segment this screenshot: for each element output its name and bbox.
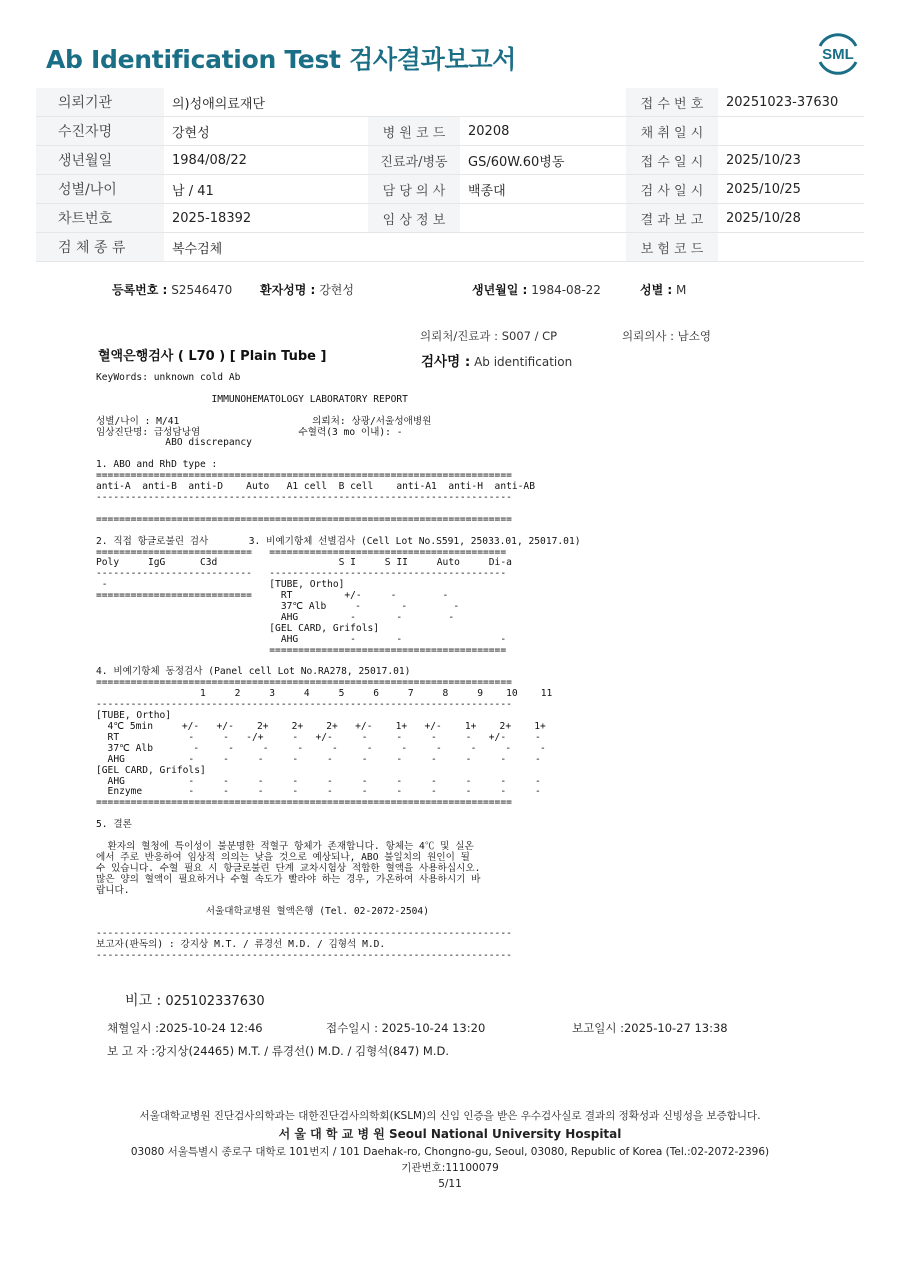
info-value: 남 / 41 [164, 175, 368, 204]
sml-logo [814, 30, 862, 76]
lab-report-text: KeyWords: unknown cold Ab IMMUNOHEMATOLOGY LABORATORY REPORT 성별/나이 : M/41 의뢰처: 상광/서울성애병원 임상진단명: 급성담낭염 수혈력(3 mo 이내): - ABO discrepancy 1. ABO and RhD type : ======================================================================== anti-A anti-B anti-D Auto A1 cell B cell anti-A1 anti-H anti-AB ------------------------------------------------------------------------ ======================================================================== 2. 직접 항글로불린 검사 3. 비예기항체 선별검사 (Cell Lot No.S591, 25033.01, 25017.01) =========================== ========================================= Poly IgG C3d S I S II Auto Di-a --------------------------- ----------------------------------------- - [TUBE, Ortho] =========================== RT +/- - - 37℃ Alb - - - AHG - - - [GEL CARD, Grifols] AHG - - - ========================================= 4. 비예기항체 동정검사 (Panel cell Lot No.RA278, 25017.01) ======================================================================== 1 2 3 4 5 6 7 8 9 10 11 ------------------------------------------------------------------------ [TUBE, Ortho] 4℃ 5min +/- +/- 2+ 2+ 2+ +/- 1+ +/- 1+ 2+ 1+ RT - - -/+ - +/- - - - - +/- - 37℃ Alb - - - - - - - - - - - AHG - - - - - - - - - - - [GEL CARD, Grifols] AHG - - - - - - - - - - - Enzyme - - - - - - - - - - - ======================================================================== 5. 결론 환자의 혈청에 특이성이 불분명한 적혈구 항체가 존재합니다. 항체는 4℃ 및 실온 에서 주로 반응하여 임상적 의의는 낮을 것으로 예상되나, ABO 불일치의 원인이 될 수 있습니다. 수혈 필요 시 항글로불린 단계 교차시험상 적합한 혈액을 사용하십시오. 많은 양의 혈액이 필요하거나 수혈 속도가 빨라야 하는 경우, 가온하여 사용하시기 바 랍니다. 서울대학교병원 혈액은행 (Tel. 02-2072-2504) ------------------------------------------------------------------------ 보고자(판독의) : 강지상 M.T. / 류경선 M.D. / 김형석 M.D. ------------------------------------------------------------------------ [96, 372, 581, 962]
reporter [107, 1043, 449, 1059]
info-label: 의뢰기관 [36, 88, 164, 117]
info-row [36, 146, 864, 175]
info-label: 임 상 정 보 [368, 204, 460, 233]
info-label: 생년월일 [36, 146, 164, 175]
reg-label: 등록번호 : [112, 283, 168, 297]
sex-label: 성별 : [640, 283, 673, 297]
info-value: 복수검체 [164, 233, 626, 262]
reporter-label: 보 고 자 : [107, 1044, 156, 1058]
request-doctor: 의뢰의사 : 남소영 [622, 329, 711, 343]
info-label: 검 체 종 류 [36, 233, 164, 262]
info-value: 20251023-37630 [718, 88, 864, 117]
name-label: 환자성명 : [260, 283, 316, 297]
info-value: 1984/08/22 [164, 146, 368, 175]
test-value: Ab identification [474, 355, 573, 369]
info-label: 차트번호 [36, 204, 164, 233]
sml-logo-text: SML [822, 46, 854, 63]
remarks-value: 025102337630 [165, 994, 265, 1009]
patient-name [260, 281, 354, 298]
sex-value: M [676, 283, 687, 297]
patient-info-table [36, 88, 864, 262]
info-value [460, 204, 626, 233]
remarks [125, 990, 265, 1010]
recv-label: 접수일시 : [326, 1021, 378, 1035]
receive-date [326, 1020, 485, 1036]
report-title: Ab Identification Test 검사결과보고서 [46, 45, 517, 74]
info-value [718, 117, 864, 146]
info-value [718, 233, 864, 262]
report-label: 보고일시 : [572, 1021, 624, 1035]
info-label: 검 사 일 시 [626, 175, 718, 204]
info-label: 진료과/병동 [368, 146, 460, 175]
info-row [36, 117, 864, 146]
info-row [36, 233, 864, 262]
info-label: 병 원 코 드 [368, 117, 460, 146]
test-name [421, 350, 572, 370]
recv-value: 2025-10-24 13:20 [381, 1021, 486, 1035]
name-value: 강현성 [319, 283, 354, 297]
hospital-address: 03080 서울특별시 종로구 대학로 101번지 / 101 Daehak-ro, Chongno-gu, Seoul, 03080, Republic of Korea (Tel.:02-2072-2396) [130, 1146, 770, 1158]
info-value: 2025/10/23 [718, 146, 864, 175]
remarks-label: 비고 : [125, 993, 162, 1009]
info-label: 성별/나이 [36, 175, 164, 204]
institution-number: 기관번호:11100079 [401, 1162, 499, 1174]
info-row [36, 88, 864, 117]
hospital-name: 서 울 대 학 교 병 원 Seoul National University Hospital [278, 1127, 622, 1141]
certification-statement: 서울대학교병원 진단검사의학과는 대한진단검사의학회(KSLM)의 신임 인증을 받은 우수검사실로 결과의 정확성과 신빙성을 보증합니다. [139, 1110, 761, 1122]
draw-label: 채혈일시 : [107, 1021, 159, 1035]
info-label: 수진자명 [36, 117, 164, 146]
exam-name: 혈액은행검사 ( L70 ) [ Plain Tube ] [98, 349, 327, 364]
info-value: 백종대 [460, 175, 626, 204]
test-label: 검사명 : [421, 354, 471, 370]
info-label: 채 취 일 시 [626, 117, 718, 146]
reporter-value: 강지상(24465) M.T. / 류경선() M.D. / 김형석(847) M.D. [155, 1044, 450, 1058]
info-value: 2025/10/28 [718, 204, 864, 233]
info-label: 담 당 의 사 [368, 175, 460, 204]
info-value: 2025-18392 [164, 204, 368, 233]
info-value: 20208 [460, 117, 626, 146]
report-date [572, 1020, 728, 1036]
info-row [36, 175, 864, 204]
info-label: 결 과 보 고 [626, 204, 718, 233]
info-label: 보 험 코 드 [626, 233, 718, 262]
info-value: 강현성 [164, 117, 368, 146]
patient-sex [640, 281, 686, 298]
request-dept: 의뢰처/진료과 : S007 / CP [420, 329, 558, 343]
report-value: 2025-10-27 13:38 [623, 1021, 728, 1035]
draw-date [107, 1020, 263, 1036]
info-value: 2025/10/25 [718, 175, 864, 204]
info-label: 접 수 번 호 [626, 88, 718, 117]
page-number: 5/11 [438, 1178, 462, 1190]
info-row [36, 204, 864, 233]
registration-number [112, 281, 232, 298]
dob-value: 1984-08-22 [531, 283, 601, 297]
info-value: 의)성애의료재단 [164, 88, 626, 117]
reg-value: S2546470 [171, 283, 233, 297]
info-value: GS/60W.60병동 [460, 146, 626, 175]
draw-value: 2025-10-24 12:46 [158, 1021, 263, 1035]
dob-label: 생년월일 : [472, 283, 528, 297]
info-label: 접 수 일 시 [626, 146, 718, 175]
patient-dob [472, 281, 601, 298]
